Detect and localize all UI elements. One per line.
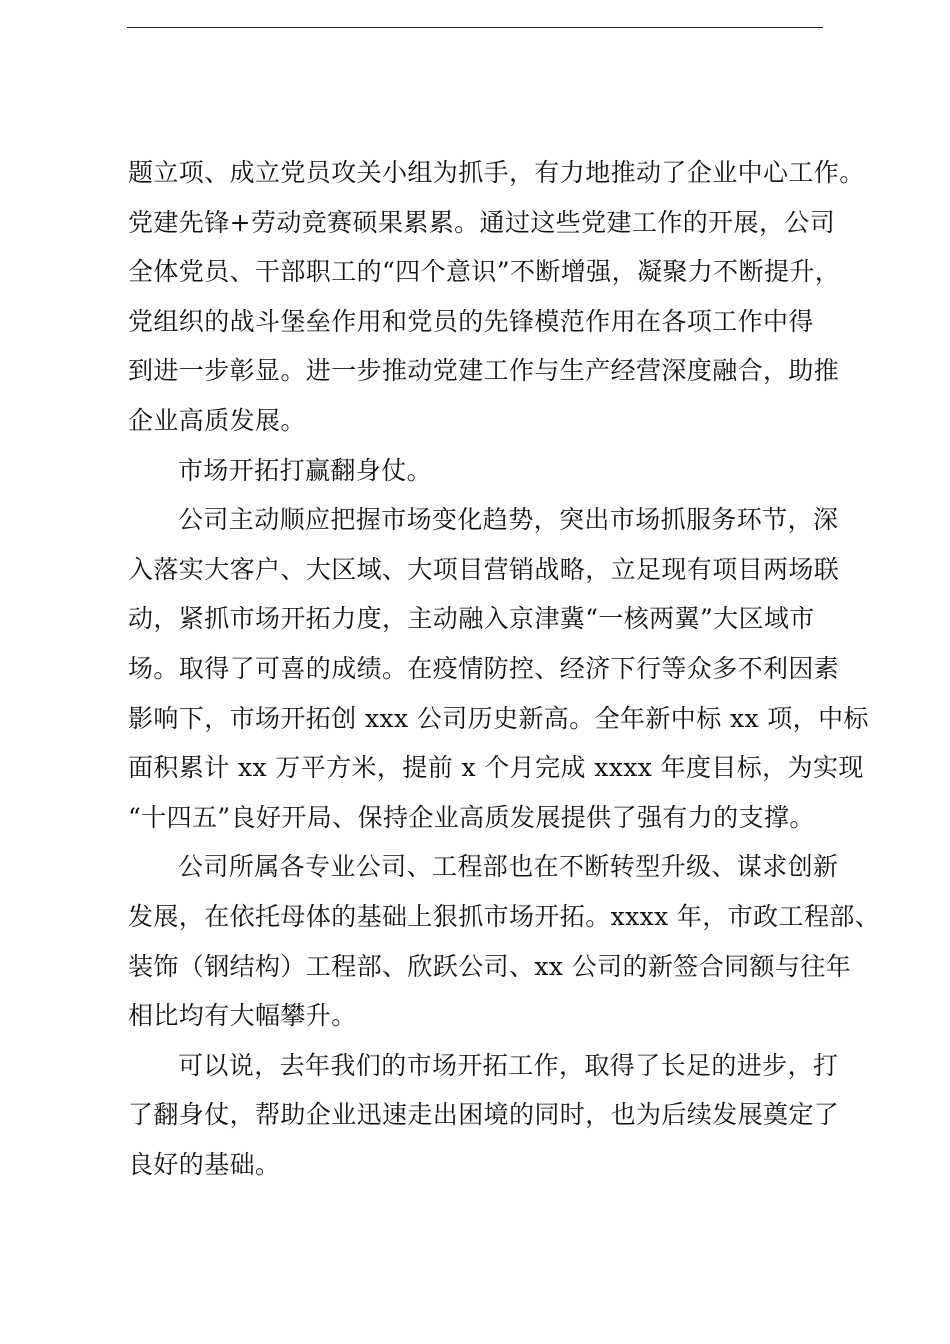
text-line: 党组织的战斗堡垒作用和党员的先锋模范作用在各项工作中得 (128, 306, 814, 336)
text-line: 装饰（钢结构）工程部、欣跃公司、xx 公司的新签合同额与往年 (128, 951, 852, 981)
text-line: 影响下，市场开拓创 xxx 公司历史新高。全年新中标 xx 项，中标 (128, 703, 869, 733)
header-rule (127, 27, 823, 28)
text-line: 动，紧抓市场开拓力度，主动融入京津冀“一核两翼”大区域市 (128, 604, 815, 634)
paragraph (128, 1041, 840, 1190)
text-line: 发展，在依托母体的基础上狠抓市场开拓。xxxx 年，市政工程部、 (128, 901, 881, 931)
paragraph (128, 446, 828, 496)
paragraph (128, 842, 881, 1040)
text-line: 入落实大客户、大区域、大项目营销战略，立足现有项目两场联 (128, 554, 840, 584)
text-line: 市场开拓打赢翻身仗。 (178, 455, 433, 485)
text-line: 全体党员、干部职工的“四个意识”不断增强，凝聚力不断提升， (128, 257, 841, 287)
text-line: 场。取得了可喜的成绩。在疫情防控、经济下行等众多不利因素 (128, 653, 840, 683)
text-line: 良好的基础。 (128, 1149, 281, 1179)
text-line: 题立项、成立党员攻关小组为抓手，有力地推动了企业中心工作。 (128, 158, 865, 187)
text-line: 企业高质发展。 (128, 405, 306, 435)
paragraph (128, 148, 865, 446)
text-line: 了翻身仗，帮助企业迅速走出困境的同时，也为后续发展奠定了 (128, 1100, 840, 1130)
text-line: 公司主动顺应把握市场变化趋势，突出市场抓服务环节，深 (178, 505, 839, 535)
text-line: 可以说，去年我们的市场开拓工作，取得了长足的进步，打 (178, 1050, 839, 1080)
text-line: 党建先锋+劳动竞赛硕果累累。通过这些党建工作的开展，公司 (128, 207, 836, 237)
paragraph (128, 495, 869, 842)
text-line: 公司所属各专业公司、工程部也在不断转型升级、谋求创新 (178, 852, 839, 882)
text-line: 到进一步彰显。进一步推动党建工作与生产经营深度融合，助推 (128, 356, 840, 386)
body-text (128, 148, 881, 1189)
text-line: 面积累计 xx 万平方米，提前 x 个月完成 xxxx 年度目标，为实现 (128, 753, 864, 783)
text-line: 相比均有大幅攀升。 (128, 1001, 357, 1031)
text-line: “十四五”良好开局、保持企业高质发展提供了强有力的支撑。 (128, 802, 815, 832)
